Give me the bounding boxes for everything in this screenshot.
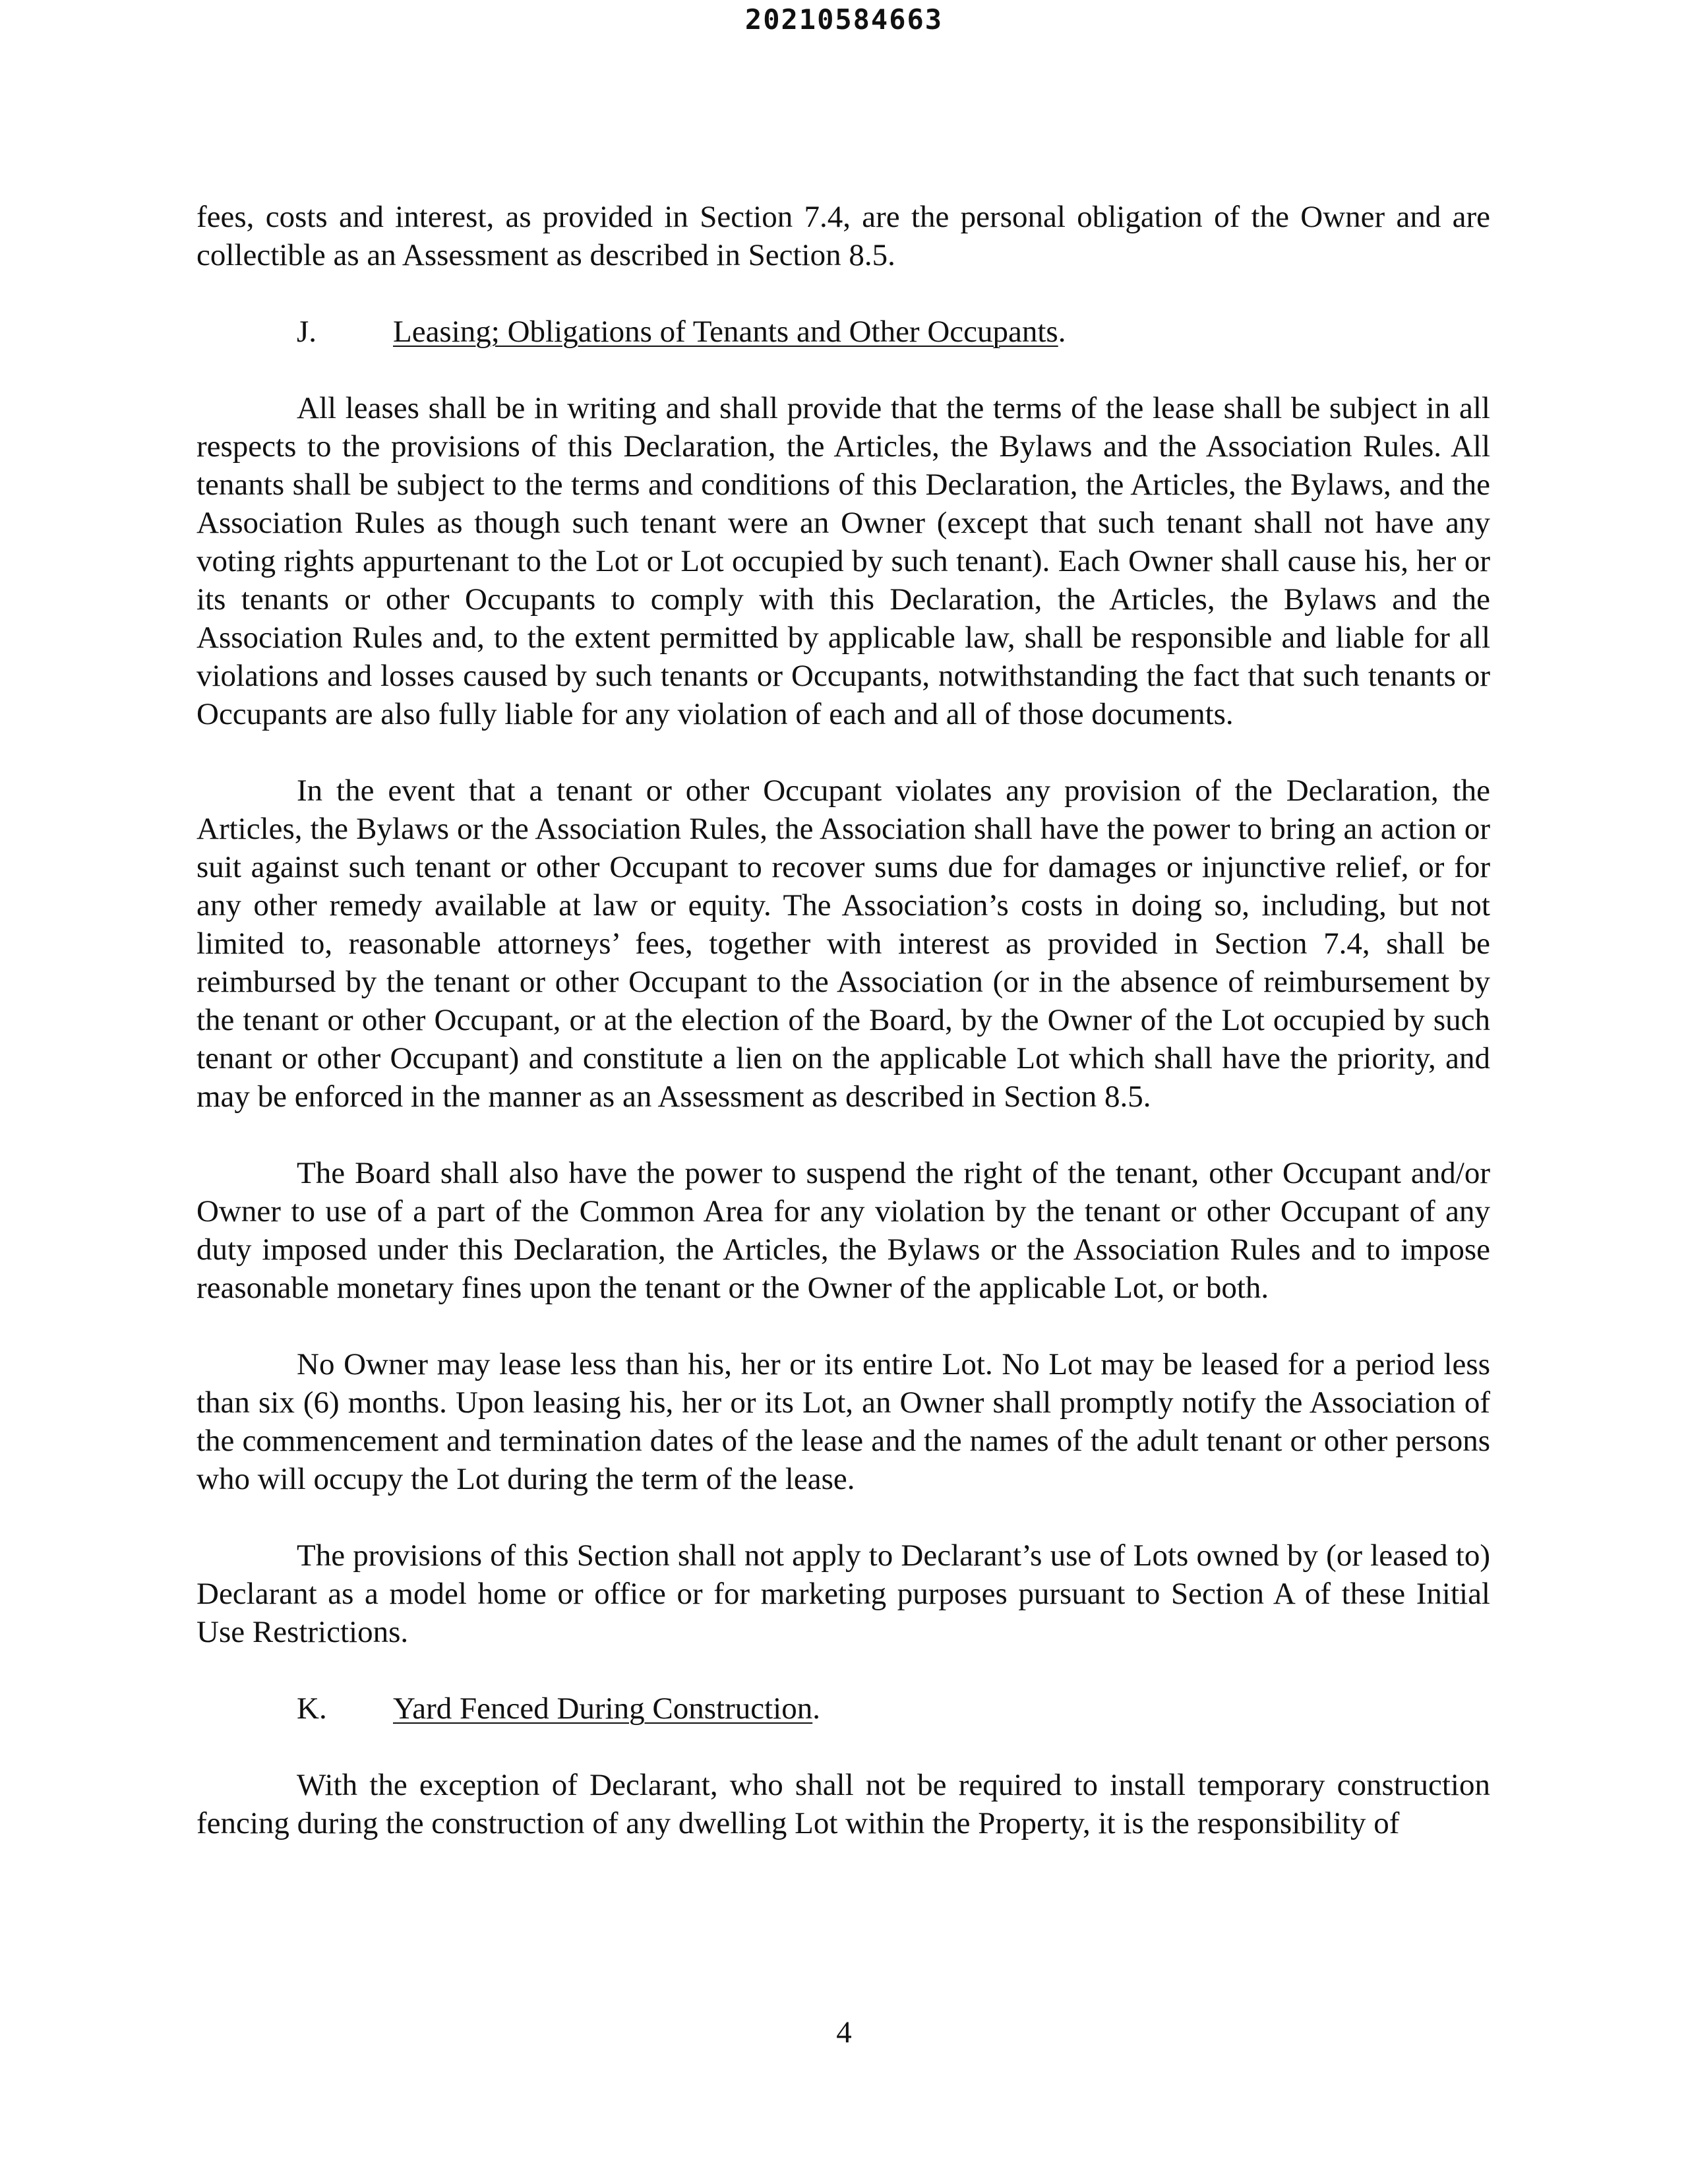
section-j-heading bbox=[196, 313, 1490, 351]
section-j-letter: J. bbox=[297, 315, 317, 349]
section-k-letter: K. bbox=[297, 1691, 327, 1726]
section-j-paragraph-3: The Board shall also have the power to suspend the right of the tenant, other Occupant and/or Owner to use of a part of the Common Area for any violation by the tenant or other Occupant of any duty imposed under this Declaration, the Articles, the Bylaws or the Association Rules and to impose reasonable monetary fines upon the tenant or the Owner of the applicable Lot, or both. bbox=[196, 1156, 1490, 1305]
section-j-paragraph-2: In the event that a tenant or other Occupant violates any provision of the Declaration, the Articles, the Bylaws or the Association Rules, the Association shall have the power to bring an action or suit against such tenant or other Occupant to recover sums due for damages or injunctive relief, or for any other remedy available at law or equity. The Association’s costs in doing so, including, but not limited to, reasonable attorneys’ fees, together with interest as provided in Section 7.4, shall be reimbursed by the tenant or other Occupant to the Association (or in the absence of reimbursement by the tenant or other Occupant, or at the election of the Board, by the Owner of the Lot occupied by such tenant or other Occupant) and constitute a lien on the applicable Lot which shall have the priority, and may be enforced in the manner as an Assessment as described in Section 8.5. bbox=[196, 774, 1490, 1114]
continuation-paragraph: fees, costs and interest, as provided in Section 7.4, are the personal obligation of the Owner and are collectible as an Assessment as described in Section 8.5. bbox=[196, 200, 1490, 272]
document-number: 20210584663 bbox=[744, 3, 944, 36]
section-j-title: Leasing; Obligations of Tenants and Other Occupants bbox=[393, 315, 1058, 349]
page-number: 4 bbox=[836, 2015, 852, 2049]
heading-period: . bbox=[812, 1691, 820, 1726]
section-k-heading bbox=[196, 1689, 1490, 1728]
section-k-title: Yard Fenced During Construction bbox=[393, 1691, 813, 1726]
heading-period: . bbox=[1058, 315, 1066, 349]
section-j-paragraph-4: No Owner may lease less than his, her or its entire Lot. No Lot may be leased for a period less than six (6) months. Upon leasing his, her or its Lot, an Owner shall promptly notify the Association of the commencement and termination dates of the lease and the names of the adult tenant or other persons who will occupy the Lot during the term of the lease. bbox=[196, 1347, 1490, 1496]
section-k-paragraph-1: With the exception of Declarant, who shall not be required to install temporary construction fencing during the construction of any dwelling Lot within the Property, it is the responsibility of bbox=[196, 1768, 1490, 1840]
document-body bbox=[196, 198, 1490, 1881]
section-j-paragraph-1: All leases shall be in writing and shall provide that the terms of the lease shall be subject in all respects to the provisions of this Declaration, the Articles, the Bylaws and the Association Rules. All tenants shall be subject to the terms and conditions of this Declaration, the Articles, the Bylaws, and the Association Rules as though such tenant were an Owner (except that such tenant shall not have any voting rights appurtenant to the Lot or Lot occupied by such tenant). Each Owner shall cause his, her or its tenants or other Occupants to comply with this Declaration, the Articles, the Bylaws and the Association Rules and, to the extent permitted by applicable law, shall be responsible and liable for all violations and losses caused by such tenants or Occupants, notwithstanding the fact that such tenants or Occupants are also fully liable for any violation of each and all of those documents. bbox=[196, 391, 1490, 731]
section-j-paragraph-5: The provisions of this Section shall not apply to Declarant’s use of Lots owned by (or leased to) Declarant as a model home or office or for marketing purposes pursuant to Section A of these Initial Use Restrictions. bbox=[196, 1538, 1490, 1649]
